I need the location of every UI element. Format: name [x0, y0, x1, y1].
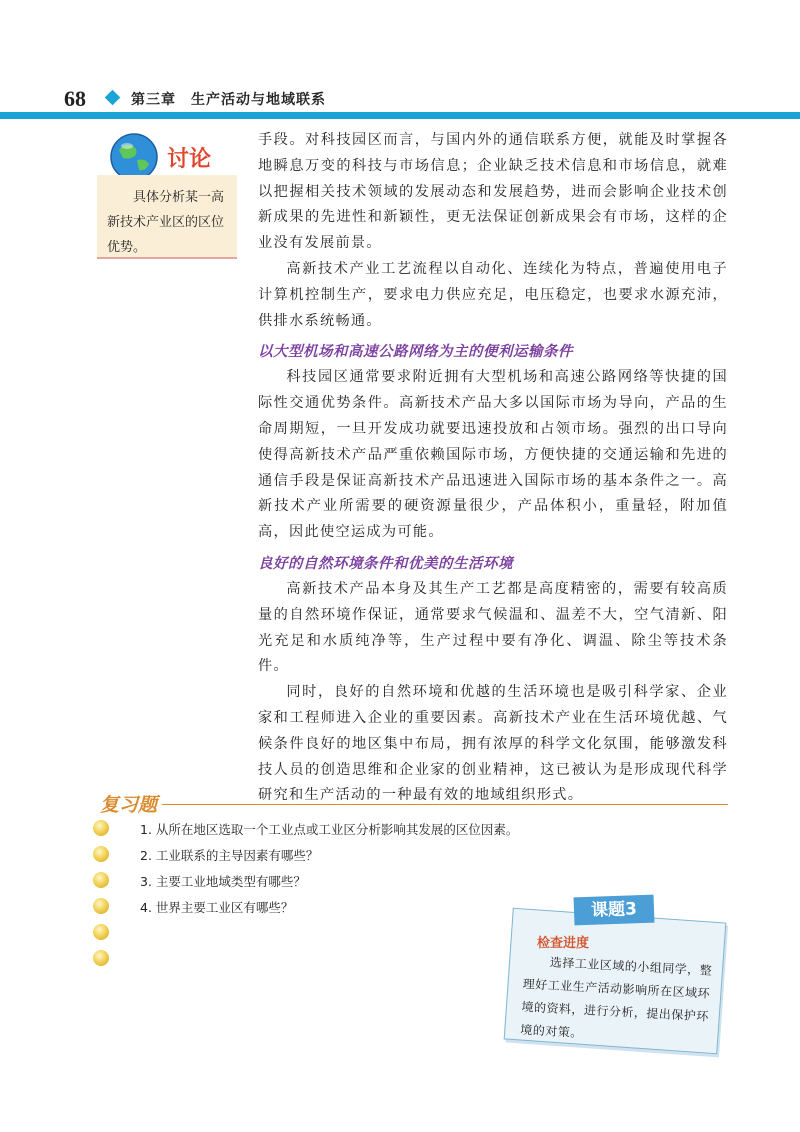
paragraph: 高新技术产业工艺流程以自动化、连续化为特点，普遍使用电子计算机控制生产，要求电力供应充足，电压稳定，也要求水源充沛，供排水系统畅通。: [258, 260, 728, 329]
discussion-label: 讨论: [167, 147, 212, 172]
review-question: 2. 工业联系的主导因素有哪些？: [140, 848, 319, 863]
bullet-icon: [93, 872, 109, 888]
section-heading: 以大型机场和高速公路网络为主的便利运输条件: [258, 344, 573, 361]
header-rule: [0, 112, 800, 119]
review-questions: [140, 822, 518, 926]
paragraph: 同时，良好的自然环境和优越的生活环境也是吸引科学家、企业家和工程师进入企业的重要因素。高新技术产业在生活环境优越、气候条件良好的地区集中布局，拥有浓厚的科学文化氛围，能够激发科技人员的创造思维和企业家的创业精神，这已被认为是形成现代科学研究和生产活动的一种最有效的地域组织形式。: [258, 684, 728, 804]
main-text: [258, 128, 728, 809]
review-question: 4. 世界主要工业区有哪些？: [140, 900, 294, 915]
bullet-icon: [93, 950, 109, 966]
page-number: 68: [64, 86, 86, 111]
review-title: 复习题: [100, 794, 158, 816]
review-question: 1. 从所在地区选取一个工业点或工业区分析影响其发展的区位因素。: [140, 822, 519, 837]
bullet-icon: [93, 846, 109, 862]
chapter-title: 第三章 生产活动与地域联系: [131, 92, 326, 108]
topic-text: 选择工业区域的小组同学，整理好工业生产活动影响所在区域环境的资料，进行分析，提出保护环境的对策。: [519, 955, 713, 1041]
discussion-box: [97, 175, 237, 259]
bullet-icon: [93, 924, 109, 940]
review-divider: [162, 804, 728, 805]
paragraph: 科技园区通常要求附近拥有大型机场和高速公路网络等快捷的国际性交通优势条件。高新技术产品大多以国际市场为导向，产品的生命周期短，一旦开发成功就要迅速投放和占领市场。强烈的出口导向使得高新技术产品严重依赖国际市场，方便快捷的交通运输和先进的通信手段是保证高新技术产品迅速进入国际市场的基本条件之一。高新技术产业所需要的硬资源量很少，产品体积小，重量轻，附加值高，因此使空运成为可能。: [258, 369, 728, 541]
paragraph: 手段。对科技园区而言，与国内外的通信联系方便，就能及时掌握各地瞬息万变的科技与市场信息；企业缺乏技术信息和市场信息，就难以把握相关技术领域的发展动态和发展趋势，进而会影响企业技术创新成果的先进性和新颖性，更无法保证创新成果会有市场，这样的企业没有发展前景。: [258, 132, 728, 252]
section-heading: 良好的自然环境条件和优美的生活环境: [258, 555, 513, 572]
topic-subtitle: 检查进度: [537, 936, 590, 951]
diamond-icon: [105, 90, 121, 106]
discussion-panel: [97, 127, 237, 257]
bullet-icon: [93, 898, 109, 914]
bullet-column: [93, 820, 109, 976]
discussion-text: 具体分析某一高新技术产业区的区位优势。: [107, 190, 225, 255]
topic-tab: 课题3: [574, 895, 655, 926]
review-question: 3. 主要工业地域类型有哪些？: [140, 874, 306, 889]
bullet-icon: [93, 820, 109, 836]
paragraph: 高新技术产品本身及其生产工艺都是高度精密的，需要有较高质量的自然环境作保证，通常要求气候温和、温差不大，空气清新、阳光充足和水质纯净等，生产过程中要有净化、调温、除尘等技术条件。: [258, 580, 728, 675]
page-header: [0, 86, 800, 112]
